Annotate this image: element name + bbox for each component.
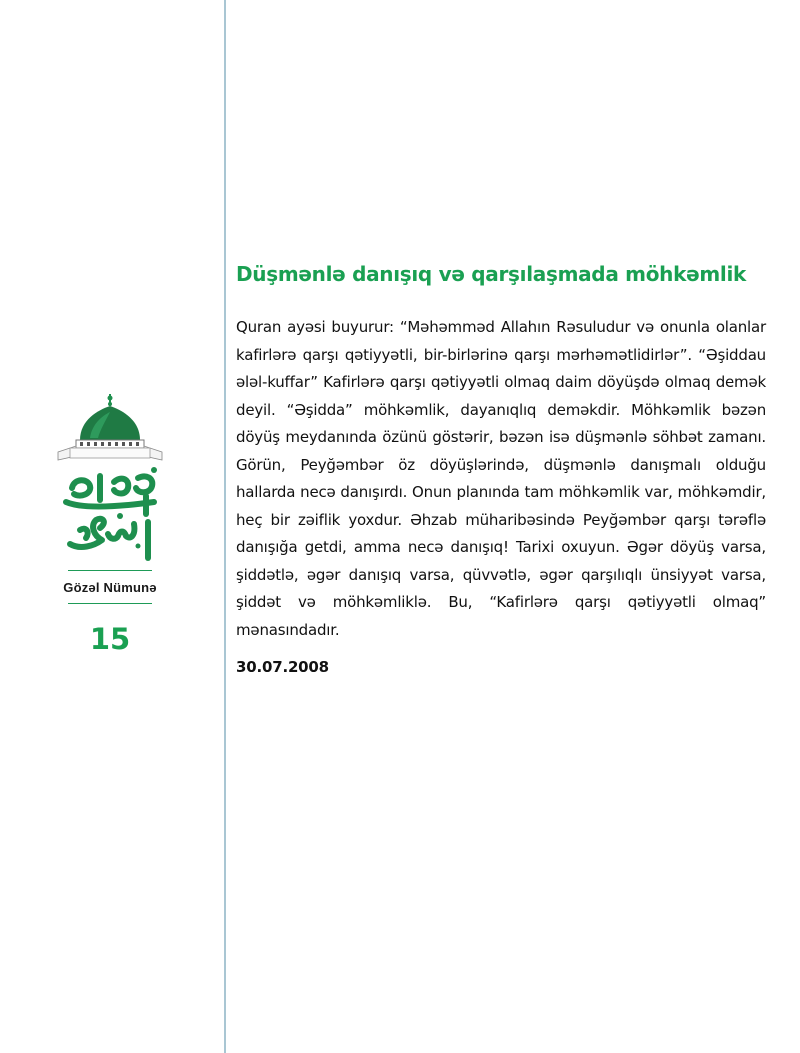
- article: [236, 262, 766, 676]
- article-body: Quran ayəsi buyurur: “Məhəmməd Allahın Rəsuludur və onunla olanlar kafirlərə qarşı qətiyyətli, bir-birlərinə qarşı mərhəmətlidirlər”. “Əşiddau ələl-kuffar” Kafirlərə qarşı qətiyyətli olmaq daim döyüşdə olmaq demək deyil. “Əşidda” möhkəmlik, dayanıqlıq deməkdir. Möhkəmlik bəzən döyüş meydanında özünü göstərir, bəzən isə düşmənlə söhbət zamanı. Görün, Peyğəmbər öz döyüşlərində, düşmənlə danışmalı olduğu hallarda necə danışırdı. Onun planında tam möhkəmlik var, möhkəmdir, heç bir zəiflik yoxdur. Əhzab müharibəsində Peyğəmbər qarşı tərəflə danışığa getdi, amma necə danışıq! Tarixi oxuyun. Əgər döyüş varsa, şiddətlə, əgər danışıq varsa, qüvvətlə, əgər qarşılıqlı ünsiyyət varsa, şiddət və möhkəmliklə. Bu, “Kafirlərə qarşı qətiyyətli olmaq” mənasındadır.: [236, 318, 766, 639]
- article-date: 30.07.2008: [236, 658, 329, 676]
- mosque-dome-logo-icon: [50, 390, 170, 570]
- brand-name: Gözəl Nümunə: [63, 580, 157, 595]
- page-number: 15: [89, 622, 131, 656]
- sidebar: [40, 390, 180, 656]
- brand-rule-bottom: [68, 603, 152, 604]
- page-divider: [224, 0, 226, 1053]
- article-title: Düşmənlə danışıq və qarşılaşmada möhkəmlik: [236, 262, 747, 286]
